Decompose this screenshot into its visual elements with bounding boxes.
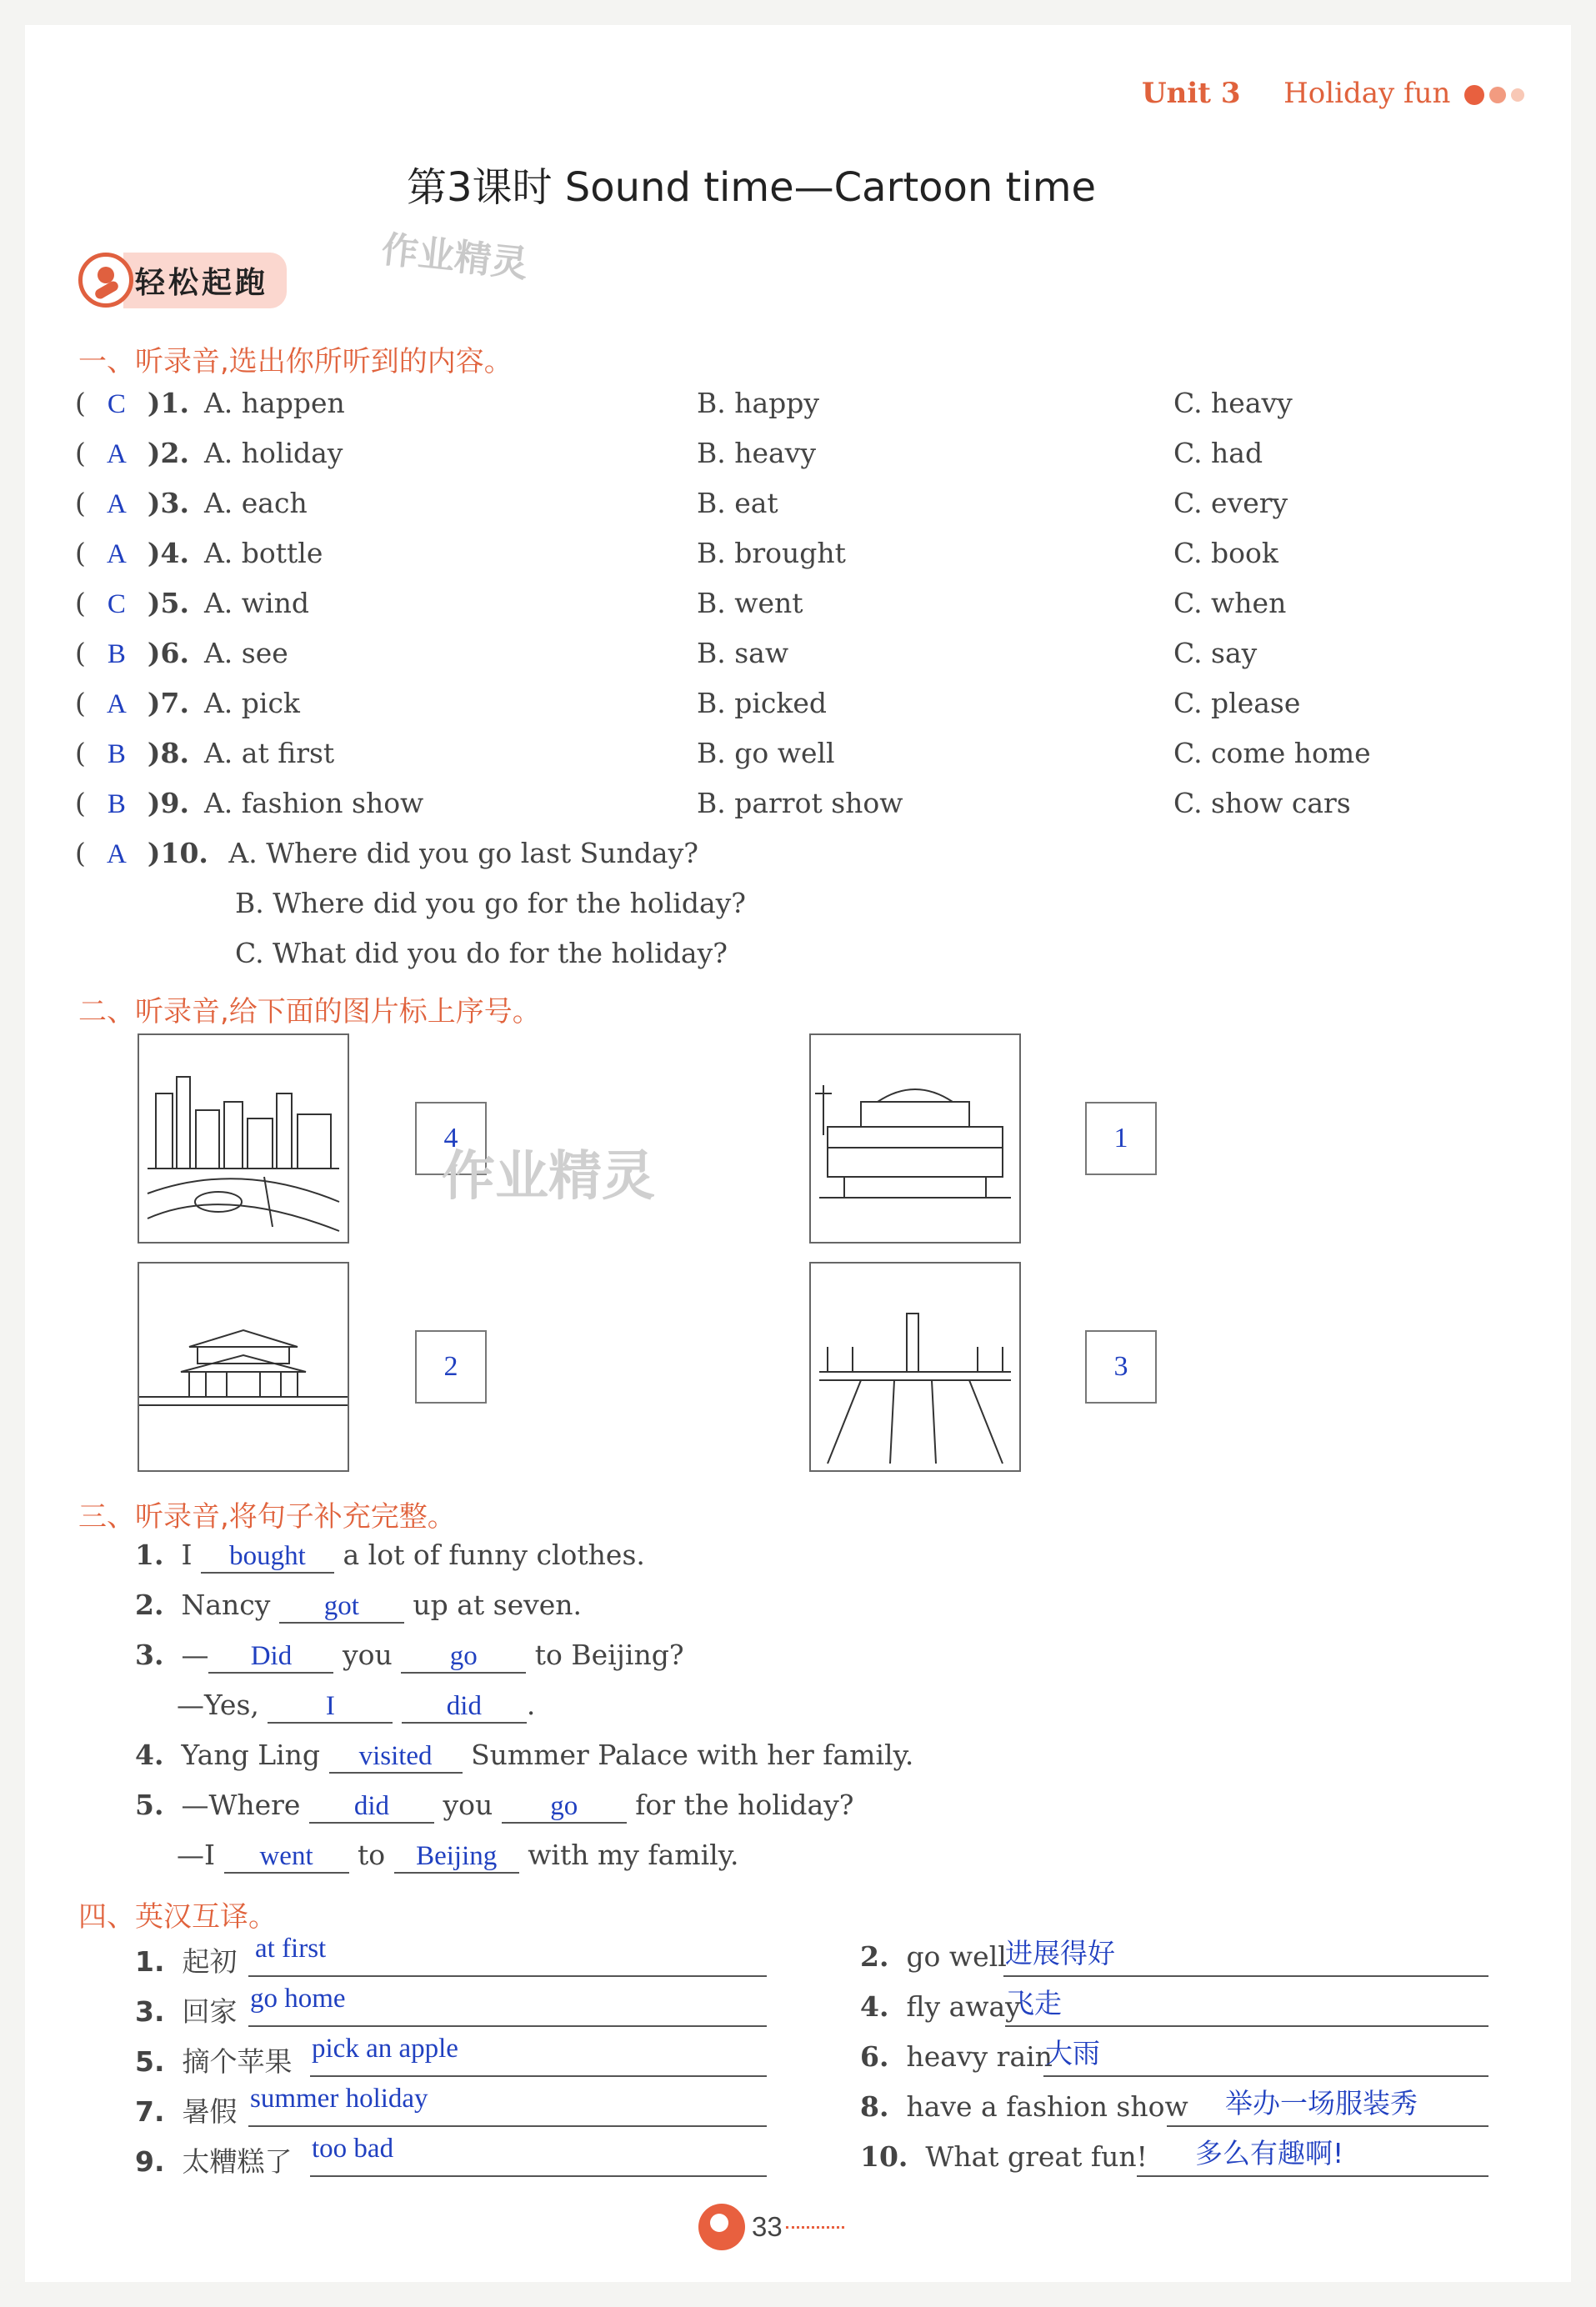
unit-header	[1142, 77, 1524, 110]
section1-item: ( B )8. A. at first	[75, 737, 335, 769]
unit-topic: Holiday fun	[1283, 77, 1451, 110]
translation-answer: 大雨	[1045, 2037, 1100, 2069]
section1-heading: 一、听录音,选出你所听到的内容。	[78, 345, 513, 378]
answer-line	[1003, 1975, 1488, 1977]
section1-item-10: ( A )10. A. Where did you go last Sunday?	[75, 837, 698, 869]
option-c: C. had	[1173, 437, 1263, 469]
answer-blank: did	[309, 1791, 434, 1824]
answer-line	[248, 1975, 767, 1977]
answer-line	[310, 2175, 767, 2177]
answer-letter: C	[107, 389, 126, 419]
answer-blank: got	[279, 1591, 404, 1624]
sentence-3-reply: —Yes, I did .	[177, 1689, 535, 1724]
translation-answer: summer holiday	[250, 2084, 428, 2114]
translation-answer: 举办一场服装秀	[1225, 2087, 1418, 2119]
item-number: )1.	[147, 387, 189, 419]
option-b: B. heavy	[697, 437, 816, 469]
answer-letter: A	[106, 539, 127, 569]
answer-blank: did	[402, 1691, 527, 1724]
section3-heading: 三、听录音,将句子补充完整。	[78, 1500, 456, 1534]
page-title: 第3课时 Sound time—Cartoon time	[407, 164, 1096, 211]
picture-number-box: 4	[415, 1102, 487, 1175]
translation-item-left: 7. 暑假	[135, 2095, 238, 2128]
picture-city-river	[138, 1033, 349, 1244]
answer-blank: Beijing	[394, 1841, 519, 1874]
item-number: )3.	[147, 487, 189, 519]
picture-museum	[809, 1033, 1021, 1244]
sentence-4: 4. Yang Ling visited Summer Palace with her family.	[135, 1739, 913, 1774]
sentence-3: 3. — Did you go to Beijing?	[135, 1639, 684, 1674]
translation-answer: pick an apple	[312, 2034, 458, 2064]
answer-letter: B	[107, 639, 126, 669]
section1-item: ( A )7. A. pick	[75, 687, 300, 719]
section1-item: ( C )5. A. wind	[75, 587, 309, 619]
option-b: B. saw	[697, 637, 789, 669]
option-b: B. went	[697, 587, 803, 619]
answer-blank: visited	[329, 1741, 463, 1774]
translation-answer: too bad	[312, 2134, 394, 2164]
option-c: C. What did you do for the holiday?	[235, 937, 728, 969]
option-a: A. Where did you go last Sunday?	[228, 837, 698, 869]
translation-answer: 进展得好	[1005, 1937, 1115, 1969]
unit-label: Unit 3	[1142, 77, 1241, 110]
item-number: )5.	[147, 587, 189, 619]
answer-letter: A	[106, 489, 127, 519]
answer-line	[1167, 2125, 1488, 2127]
option-a: A. each	[203, 487, 308, 519]
option-a: A. wind	[203, 587, 309, 619]
answer-blank: bought	[201, 1541, 334, 1574]
item-number: )4.	[147, 537, 189, 569]
item-number: )7.	[147, 687, 189, 719]
mascot-icon	[698, 2204, 745, 2250]
answer-letter: C	[107, 589, 126, 619]
sentence-1: 1. I bought a lot of funny clothes.	[135, 1539, 645, 1574]
option-c: C. come home	[1173, 737, 1371, 769]
option-c: C. please	[1173, 687, 1301, 719]
option-b: B. parrot show	[697, 787, 903, 819]
translation-answer: 飞走	[1007, 1987, 1062, 2019]
option-b: B. Where did you go for the holiday?	[235, 887, 746, 919]
option-a: A. fashion show	[203, 787, 424, 819]
page-number: 33	[752, 2211, 783, 2242]
section1-item: ( C )1. A. happen	[75, 387, 345, 419]
answer-letter: B	[107, 789, 126, 819]
picture-square	[809, 1262, 1021, 1472]
option-c: C. when	[1173, 587, 1287, 619]
answer-line	[248, 2125, 767, 2127]
badge-label: 轻松起跑	[123, 253, 287, 308]
answer-blank: Did	[208, 1641, 333, 1674]
picture-number-box: 3	[1085, 1330, 1157, 1404]
answer-line	[1005, 2025, 1488, 2027]
answer-line	[310, 2075, 767, 2077]
option-b: B. happy	[697, 387, 820, 419]
picture-palace	[138, 1262, 349, 1472]
item-number: )9.	[147, 787, 189, 819]
option-c: C. book	[1173, 537, 1278, 569]
answer-blank: I	[268, 1691, 393, 1724]
section1-item: ( B )9. A. fashion show	[75, 787, 424, 819]
answer-letter: A	[106, 839, 127, 869]
answer-letter: B	[107, 739, 126, 769]
option-c: C. show cars	[1173, 787, 1351, 819]
option-a: A. at first	[203, 737, 335, 769]
item-number: )8.	[147, 737, 189, 769]
translation-item-right: 6. heavy rain	[860, 2040, 1053, 2073]
section1-item: ( A )2. A. holiday	[75, 437, 343, 469]
sentence-5: 5. —Where did you go for the holiday?	[135, 1789, 853, 1824]
option-a: A. see	[203, 637, 288, 669]
translation-item-left: 5. 摘个苹果	[135, 2045, 293, 2078]
option-a: A. happen	[203, 387, 345, 419]
item-number: )10.	[147, 837, 208, 869]
translation-item-left: 1. 起初	[135, 1945, 238, 1978]
answer-letter: A	[106, 689, 127, 719]
option-c: C. every	[1173, 487, 1288, 519]
translation-item-right: 2. go well	[860, 1940, 1007, 1973]
watermark-middle: 作业精灵	[442, 1146, 655, 1208]
section-badge	[78, 250, 287, 310]
translation-answer: 多么有趣啊!	[1195, 2137, 1344, 2169]
translation-item-left: 3. 回家	[135, 1995, 238, 2028]
picture-number-box: 2	[415, 1330, 487, 1404]
translation-item-right: 8. have a fashion show	[860, 2090, 1188, 2123]
option-b: B. go well	[697, 737, 835, 769]
runner-icon	[78, 253, 133, 308]
translation-item-right: 10. What great fun!	[860, 2140, 1148, 2173]
answer-letter: A	[106, 439, 127, 469]
option-b: B. brought	[697, 537, 846, 569]
option-b: B. eat	[697, 487, 778, 519]
sentence-2: 2. Nancy got up at seven.	[135, 1589, 582, 1624]
option-a: A. pick	[203, 687, 300, 719]
section1-item: ( B )6. A. see	[75, 637, 288, 669]
translation-item-left: 9. 太糟糕了	[135, 2145, 293, 2178]
section1-item: ( A )4. A. bottle	[75, 537, 323, 569]
option-a: A. bottle	[203, 537, 323, 569]
option-a: A. holiday	[203, 437, 343, 469]
section4-heading: 四、英汉互译。	[78, 1900, 277, 1934]
item-number: )2.	[147, 437, 189, 469]
translation-answer: at first	[255, 1934, 327, 1964]
header-dots-icon	[1459, 77, 1524, 110]
answer-blank: went	[224, 1841, 349, 1874]
item-number: )6.	[147, 637, 189, 669]
translation-item-right: 4. fly away	[860, 1990, 1021, 2023]
answer-line	[1137, 2175, 1488, 2177]
picture-number-box: 1	[1085, 1102, 1157, 1175]
answer-line	[248, 2025, 767, 2027]
answer-line	[1043, 2075, 1488, 2077]
translation-answer: go home	[250, 1984, 346, 2014]
option-c: C. say	[1173, 637, 1258, 669]
watermark-top: 作业精灵	[379, 228, 530, 287]
page-footer	[698, 2204, 844, 2250]
option-c: C. heavy	[1173, 387, 1293, 419]
section2-heading: 二、听录音,给下面的图片标上序号。	[78, 995, 541, 1028]
option-b: B. picked	[697, 687, 828, 719]
answer-blank: go	[401, 1641, 526, 1674]
section1-item: ( A )3. A. each	[75, 487, 308, 519]
sentence-5-reply: —I went to Beijing with my family.	[177, 1839, 738, 1874]
answer-blank: go	[502, 1791, 627, 1824]
